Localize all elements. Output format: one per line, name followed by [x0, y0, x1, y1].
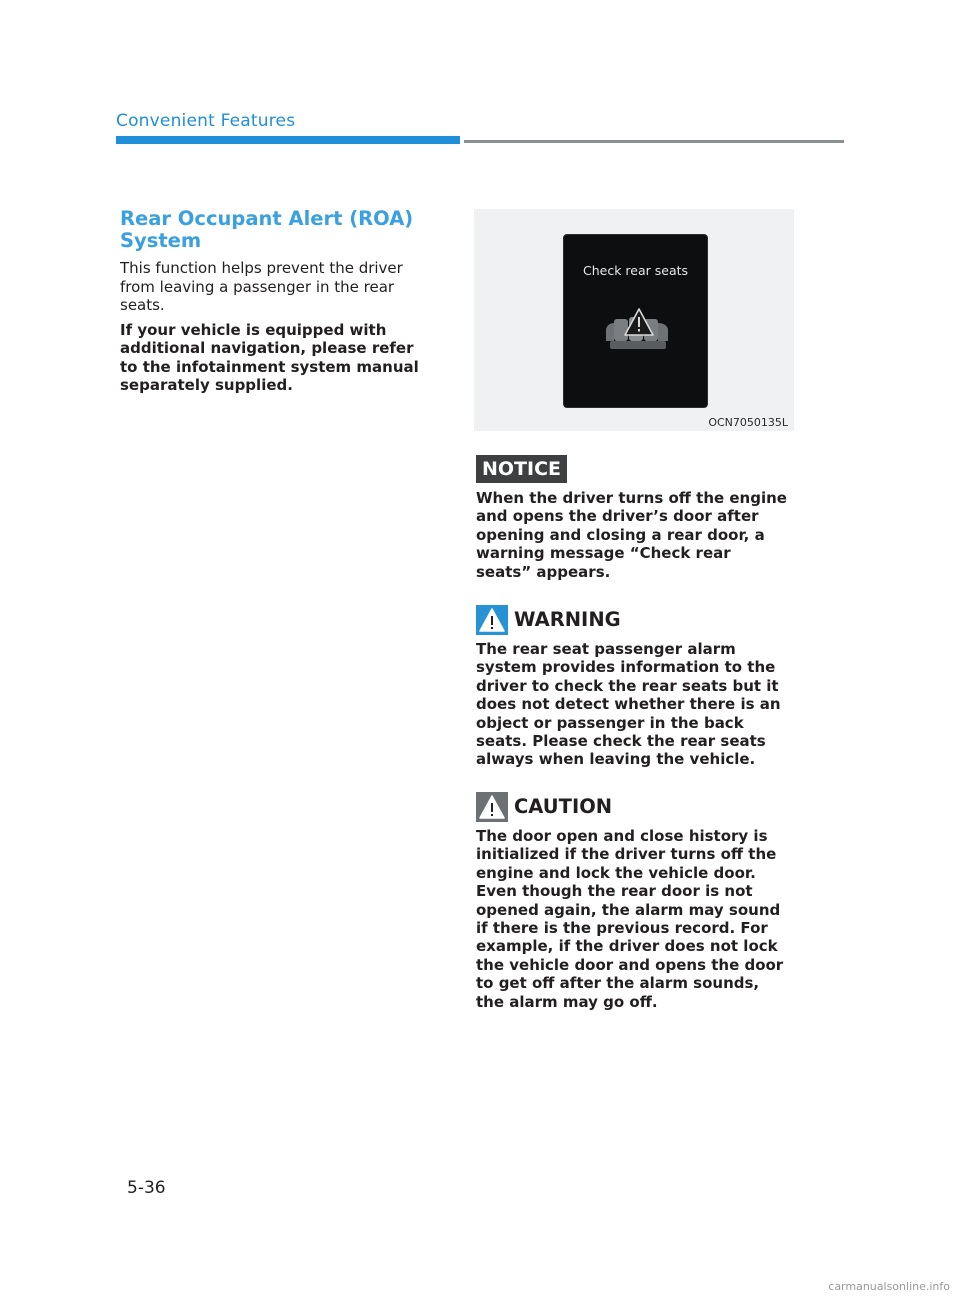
caution-triangle-icon [476, 792, 508, 822]
navigation-note: If your vehicle is equipped with additional navigation, please refer to the infotainment system manual separately supplied. [120, 320, 419, 394]
rear-seat-alert-icon [604, 307, 674, 357]
warning-label: WARNING [514, 608, 621, 631]
watermark[interactable]: carmanualsonline.info [828, 1280, 950, 1293]
header-rule [464, 140, 844, 143]
cluster-figure [474, 209, 794, 431]
notice-badge: NOTICE [476, 455, 567, 483]
notice-text: When the driver turns off the engine and opens the driver’s door after opening and closing a rear door, a warning message “Check rear seats” appears. [476, 489, 787, 581]
page-number: 5-36 [127, 1178, 166, 1198]
cluster-display [563, 234, 708, 408]
section-title: Rear Occupant Alert (ROA) System [120, 207, 414, 252]
intro-block [120, 259, 420, 401]
display-message: Check rear seats [582, 263, 689, 278]
caution-label: CAUTION [514, 795, 613, 818]
figure-caption: OCN7050135L [708, 416, 788, 429]
intro-paragraph: This function helps prevent the driver from leaving a passenger in the rear seats. [120, 259, 403, 314]
chapter-title: Convenient Features [116, 111, 296, 131]
header-rule-accent [116, 136, 460, 144]
warning-triangle-icon [476, 605, 508, 635]
warning-text: The rear seat passenger alarm system provides information to the driver to check the rear seats but it does not detect whether there is an object or passenger in the back seats. Please check the rear seats always when leaving the vehicle. [476, 640, 781, 769]
caution-text: The door open and close history is initialized if the driver turns off the engine and lock the vehicle door. Even though the rear door is not opened again, the alarm may sound if there is the previous record. For example, if the driver does not lock the vehicle door and opens the door to get off after the alarm sounds, the alarm may go off. [476, 827, 784, 1011]
